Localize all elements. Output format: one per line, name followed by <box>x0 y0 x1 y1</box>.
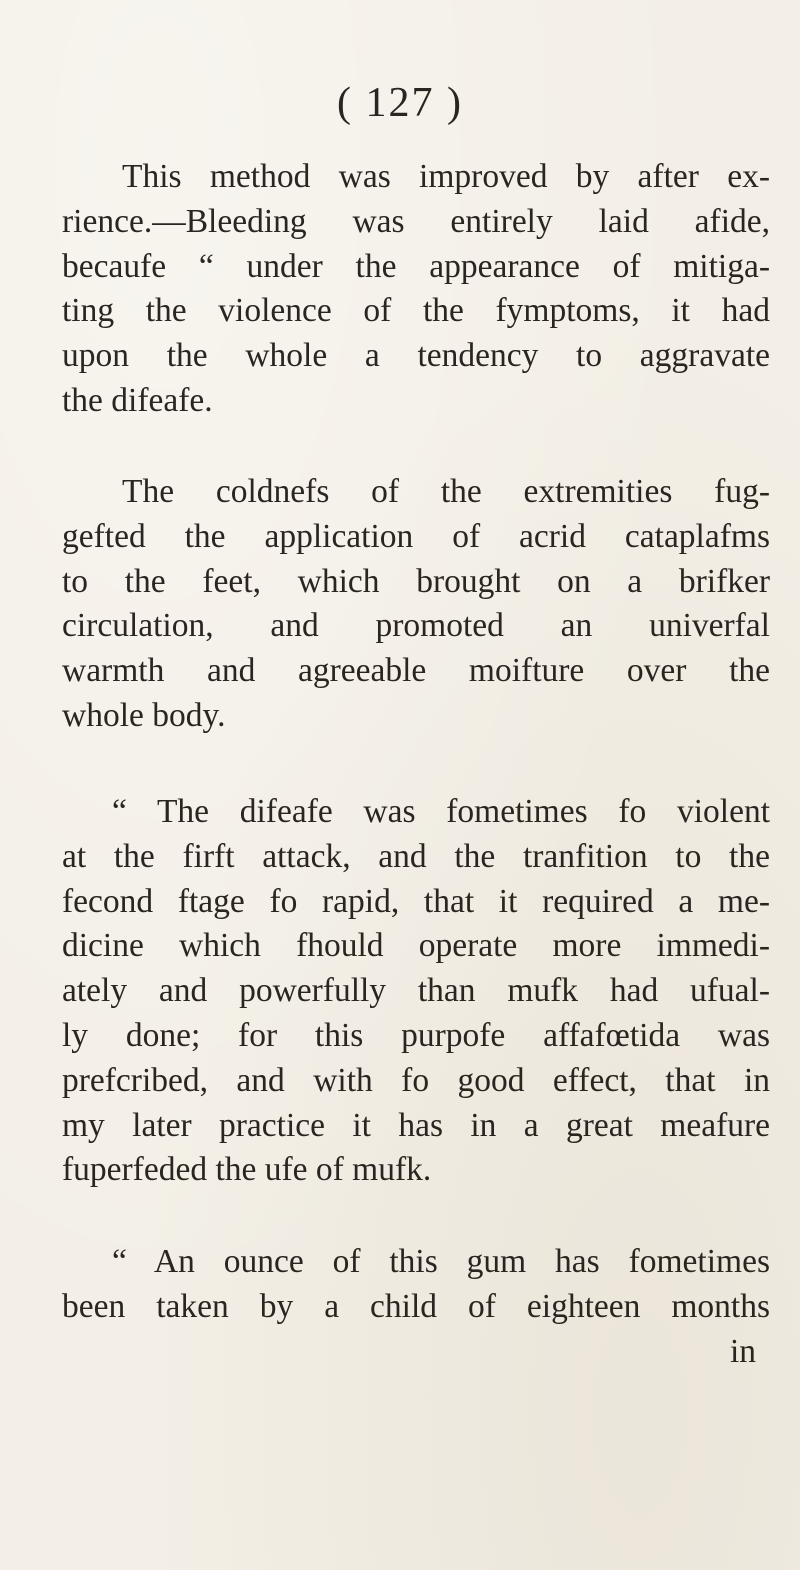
paragraph-line: gefted the application of acrid cataplafms <box>62 517 770 555</box>
paragraph-line: been taken by a child of eighteen months <box>62 1287 770 1325</box>
paragraph-4 <box>62 1240 770 1374</box>
paragraph-line: ting the violence of the fymptoms, it had <box>62 292 770 330</box>
paragraph-line: ly done; for this purpofe affafœtida was <box>62 1016 770 1054</box>
paragraph-line: warmth and agreeable moifture over the <box>62 652 770 690</box>
paragraph-line: dicine which fhould operate more immedi- <box>62 927 770 965</box>
page-number: ( 127 ) <box>337 80 463 126</box>
paragraph-line: at the firft attack, and the tranfition to the <box>62 837 770 875</box>
paragraph-line: rience.—Bleeding was entirely laid afide, <box>62 202 770 240</box>
paragraph-line: whole body. <box>62 696 226 734</box>
paragraph-3 <box>62 790 770 1193</box>
paragraph-line: circulation, and promoted an univerfal <box>62 607 770 645</box>
paragraph-1 <box>62 155 770 424</box>
paragraph-line: fuperfeded the ufe of mufk. <box>62 1151 432 1189</box>
catchword: in <box>729 1332 756 1370</box>
paragraph-line: prefcribed, and with fo good effect, that in <box>62 1061 770 1099</box>
paragraph-line: “ An ounce of this gum has fometimes <box>112 1243 770 1280</box>
paragraph-line: “ The difeafe was fometimes fo violent <box>112 793 770 830</box>
paragraph-line: becaufe “ under the appearance of mitiga- <box>62 247 770 285</box>
paragraph-line: This method was improved by after ex- <box>122 158 770 195</box>
paragraph-line: The coldnefs of the extremities fug- <box>122 473 770 510</box>
paragraph-line: upon the whole a tendency to aggravate <box>62 337 770 375</box>
paragraph-2 <box>62 470 770 739</box>
paragraph-line: ately and powerfully than mufk had ufual- <box>62 972 770 1010</box>
paragraph-line: my later practice it has in a great meafure <box>62 1106 770 1144</box>
paragraph-line: to the feet, which brought on a brifker <box>62 562 770 600</box>
paragraph-line: the difeafe. <box>62 381 213 419</box>
paragraph-line: fecond ftage fo rapid, that it required a me- <box>62 882 770 920</box>
